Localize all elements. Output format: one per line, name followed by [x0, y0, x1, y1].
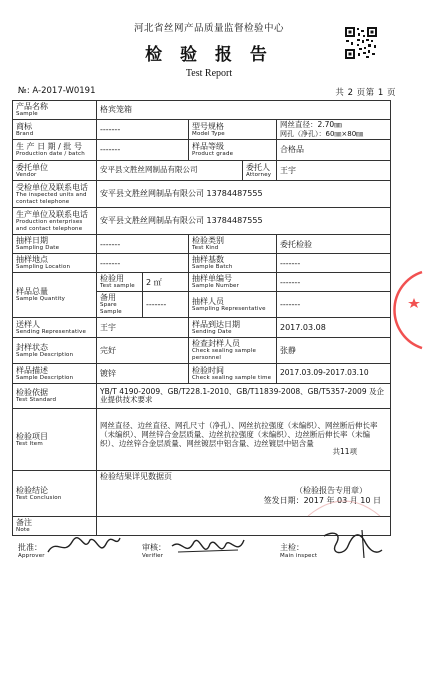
test-kind-value: 委托检验: [277, 235, 391, 254]
inspector-signature: [318, 526, 388, 560]
qr-code-icon: [344, 26, 378, 60]
sampling-location-value: -------: [97, 254, 189, 273]
table-row: [13, 364, 391, 384]
side-seal-stamp: [392, 268, 424, 352]
field-label: 产品名称 Sample: [13, 101, 97, 120]
verifier-signature: [168, 532, 248, 562]
model-value: 网丝直径：2.70㎜ 网孔（净孔）：60㎜×80㎜: [277, 120, 391, 140]
report-title: 检 验 报 告: [145, 45, 273, 65]
field-label: 检验时间 Check sealing sample time: [189, 364, 277, 384]
field-label: 样品到达日期 Sending Date: [189, 318, 277, 338]
check-time-value: 2017.03.09-2017.03.10: [277, 364, 391, 384]
table-row: [13, 384, 391, 409]
field-label: 检验结论 Test Conclusion: [13, 471, 97, 517]
sampling-date-value: -------: [97, 235, 189, 254]
table-row: [13, 120, 391, 140]
field-label: 抽样日期 Sampling Date: [13, 235, 97, 254]
table-row: [13, 235, 391, 254]
production-date-value: -------: [97, 140, 189, 161]
org-name: 河北省丝网产品质量监督检验中心: [133, 23, 284, 34]
approver-label: 批准： Approver: [18, 543, 45, 559]
sampling-rep-value: -------: [277, 292, 391, 318]
table-row: [13, 208, 391, 235]
standard-value: YB/T 4190-2009、GB/T228.1-2010、GB/T11839-2008、GB/T5357-2009 及企业提供技术要求: [97, 384, 391, 409]
field-label: 样品总量 Sample Quantity: [13, 273, 97, 318]
field-label: 检验类别 Test Kind: [189, 235, 277, 254]
signature-row: [18, 542, 398, 568]
report-table: [12, 100, 391, 536]
brand-value: -------: [97, 120, 189, 140]
table-row: [13, 140, 391, 161]
field-label: 检验项目 Test Item: [13, 409, 97, 471]
field-label: 检查封样人员 Check sealing sample personnel: [189, 338, 277, 364]
test-items-value: 网丝直径、边丝直径、网孔尺寸（净孔）、网丝抗拉强度（未编织）、网丝断后伸长率（未编织）、网丝锌合金层质量、边丝抗拉强度（未编织）、边丝断后伸长率（未编织）、边丝锌合金层质量、网丝镀层中铝含量、边丝镀层中铝含量 共11项: [97, 409, 391, 471]
field-label: 样品描述 Sample Description: [13, 364, 97, 384]
field-label: 抽样基数 Sample Batch: [189, 254, 277, 273]
seal-person-value: 张静: [277, 338, 391, 364]
table-row: [13, 338, 391, 364]
conclusion-value: 检验结果详见数据页 （检验报告专用章） 签发日期：2017 年 03 月 10 日: [97, 471, 391, 517]
field-label: 封样状态 Sample Description: [13, 338, 97, 364]
field-label: 委托单位 Vendor: [13, 161, 97, 181]
inspector-label: 主检： Main inspect: [280, 543, 318, 559]
field-label: 生产单位及联系电话 Production enterprises and contact telephone: [13, 208, 97, 235]
product-name-value: 格宾笼箱: [97, 101, 391, 120]
sending-rep-value: 王宇: [97, 318, 189, 338]
field-label: 检验依据 Test Standard: [13, 384, 97, 409]
field-label: 受检单位及联系电话 The inspected units and contact telephone: [13, 181, 97, 208]
table-row: [13, 254, 391, 273]
field-label: 生 产 日 期 / 批 号 Production date / batch: [13, 140, 97, 161]
field-label: 备注 Note: [13, 517, 97, 536]
table-row: [13, 273, 391, 292]
table-row: [13, 181, 391, 208]
producer-value: 安平县文胜丝网制品有限公司 13784487555: [97, 208, 391, 235]
item-count: 共11项: [332, 447, 358, 457]
table-row: [13, 409, 391, 471]
stamp-caption: （检验报告专用章）: [295, 486, 368, 496]
verifier-label: 审核： Verifier: [142, 543, 166, 559]
page-count: 共 2 页第 1 页: [335, 88, 396, 98]
seal-value: 完好: [97, 338, 189, 364]
description-value: 镀锌: [97, 364, 189, 384]
grade-value: 合格品: [277, 140, 391, 161]
vendor-value: 安平县文胜丝网制品有限公司: [97, 161, 243, 181]
field-label: 抽样地点 Sampling Location: [13, 254, 97, 273]
official-stamp: [304, 492, 384, 518]
field-label: 抽样人员 Sampling Representative: [189, 292, 277, 318]
test-sample-value: 2 ㎡: [143, 273, 189, 292]
field-label: 检验用 Test sample: [97, 273, 143, 292]
attorney-value: 王宇: [277, 161, 391, 181]
report-title-en: Test Report: [185, 68, 233, 79]
spare-sample-value: -------: [143, 292, 189, 318]
field-label: 抽样单编号 Sample Number: [189, 273, 277, 292]
report-page: [8, 6, 410, 596]
field-label: 送样人 Sending Representative: [13, 318, 97, 338]
inspected-unit-value: 安平县文胜丝网制品有限公司 13784487555: [97, 181, 391, 208]
sample-number-value: -------: [277, 273, 391, 292]
table-row: [13, 318, 391, 338]
table-row: [13, 161, 391, 181]
approver-signature: [44, 534, 124, 560]
field-label: 型号规格 Model Type: [189, 120, 277, 140]
issue-date: 签发日期：2017 年 03 月 10 日: [263, 495, 382, 505]
report-number: №: A-2017-W0191: [18, 86, 96, 96]
field-label: 委托人 Attorney: [243, 161, 277, 181]
sending-date-value: 2017.03.08: [277, 318, 391, 338]
field-label: 样品等级 Product grade: [189, 140, 277, 161]
sample-batch-value: -------: [277, 254, 391, 273]
field-label: 备用 Spare Sample: [97, 292, 143, 318]
table-row: [13, 101, 391, 120]
field-label: 商标 Brand: [13, 120, 97, 140]
